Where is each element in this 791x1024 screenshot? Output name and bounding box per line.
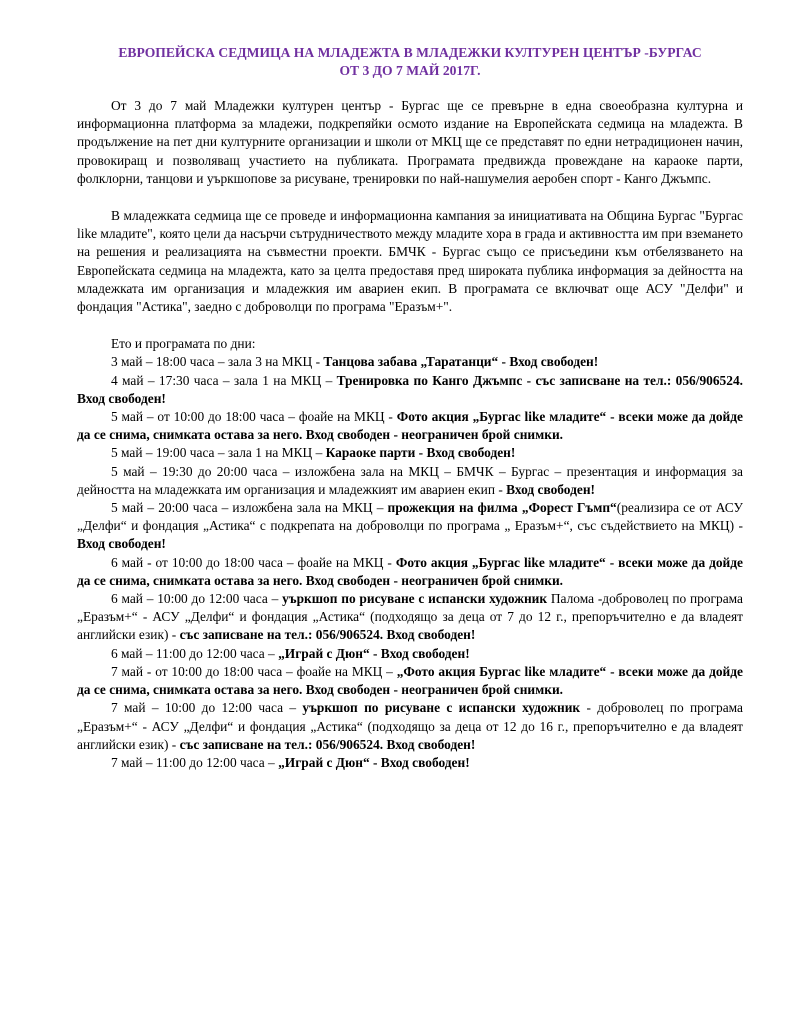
entry-highlight: Фото акция „Бургас like младите“ - всеки може да дойде да се снима, снимката остава за него. Вход свободен - неограничен брой снимки. bbox=[77, 409, 743, 443]
entry-note: Вход свободен! bbox=[77, 536, 166, 552]
entry-highlight: Караоке парти - Вход свободен! bbox=[325, 445, 516, 461]
schedule-entry bbox=[77, 699, 743, 754]
schedule-entry bbox=[77, 463, 743, 499]
entry-highlight: Танцова забава „Таратанци“ - Вход свободен! bbox=[323, 354, 599, 370]
schedule-entry bbox=[77, 444, 743, 462]
entry-text: 3 май – 18:00 часа – зала 3 на МКЦ - bbox=[111, 354, 324, 370]
entry-highlight: „Фото акция Бургас like младите“ - всеки може да дойде да се снима, снимката остава за него. Вход свободен - неограничен брой снимки. bbox=[77, 663, 743, 698]
document-page bbox=[77, 44, 743, 772]
entry-details: (реализира се от АСУ „Делфи“ и фондация „Астика“ с подкрепата на доброволци по програма „ Еразъм+“, със съдействието на МКЦ) - bbox=[77, 500, 743, 534]
entry-text: 7 май – 10:00 до 12:00 часа – bbox=[111, 700, 303, 716]
entry-text: 5 май – 20:00 часа – изложбена зала на МКЦ – bbox=[111, 500, 388, 516]
entry-highlight: Вход свободен! bbox=[506, 481, 596, 497]
entry-text: 6 май – 11:00 до 12:00 часа – bbox=[111, 645, 279, 661]
schedule-entry bbox=[77, 554, 743, 590]
schedule-entries bbox=[77, 353, 743, 772]
entry-highlight: уъркшоп по рисуване с испански художник bbox=[302, 700, 581, 716]
schedule-entry bbox=[77, 353, 743, 371]
entry-details: - доброволец по програма „Еразъм+“ - АСУ „Делфи“ и фондация „Астика“ (подходящо за деца от 12 до 16 г., препоръчително е да владеят английски език) - bbox=[77, 700, 743, 752]
entry-text: 7 май – 11:00 до 12:00 часа – bbox=[111, 754, 279, 770]
campaign-paragraph: В младежката седмица ще се проведе и информационна кампания за инициативата на Община Бургас "Бургас like младите", която цели да насърчи сътрудничеството между младите хора в града и активността им при вземането на решения и реализацията на съвместни проекти. БМЧК - Бургас също се присъедини към отбелязването на Европейската седмица на младежта, като за целта предоставя пред широката публика информация за дейността на младежката им организация и младежкия им авариен екип. В програмата се включват още АСУ "Делфи" и фондация "Астика", заедно с доброволци по програма "Еразъм+". bbox=[77, 208, 743, 315]
entry-highlight: прожекция на филма „Форест Гъмп“ bbox=[387, 500, 617, 516]
schedule-entry bbox=[77, 499, 743, 554]
document-title bbox=[77, 44, 743, 80]
entry-highlight: Фото акция „Бургас like младите“ - всеки може да дойде да се снима, снимката остава за него. Вход свободен - неограничен брой снимки. bbox=[77, 554, 743, 588]
entry-highlight: уъркшоп по рисуване с испански художник bbox=[282, 591, 548, 607]
entry-text: 6 май – 10:00 до 12:00 часа – bbox=[111, 591, 283, 607]
schedule-intro: Ето и програмата по дни: bbox=[111, 336, 256, 352]
entry-text: 5 май – 19:00 часа – зала 1 на МКЦ – bbox=[111, 445, 326, 461]
schedule-entry bbox=[77, 590, 743, 645]
entry-highlight: „Играй с Дюн“ - Вход свободен! bbox=[278, 645, 470, 661]
schedule-entry bbox=[77, 754, 743, 772]
entry-text: 5 май – 19:30 до 20:00 часа – изложбена зала на МКЦ – БМЧК – Бургас – презентация и информация за дейността на младежката им организация и младежкият им авариен екип - bbox=[77, 463, 743, 497]
entry-highlight: Тренировка по Канго Джъмпс - със записване на тел.: 056/906524. Вход свободен! bbox=[77, 372, 743, 406]
entry-text: 6 май - от 10:00 до 18:00 часа – фоайе на МКЦ - bbox=[111, 554, 396, 570]
schedule-entry bbox=[77, 372, 743, 408]
schedule-entry bbox=[77, 663, 743, 699]
entry-text: 4 май – 17:30 часа – зала 1 на МКЦ – bbox=[111, 372, 337, 388]
schedule bbox=[77, 335, 743, 772]
title-line-2: ОТ 3 ДО 7 МАЙ 2017Г. bbox=[339, 63, 481, 78]
entry-note: със записване на тел.: 056/906524. Вход свободен! bbox=[179, 736, 476, 752]
entry-text: 5 май – от 10:00 до 18:00 часа – фоайе на МКЦ - bbox=[111, 409, 397, 425]
entry-highlight: „Играй с Дюн“ - Вход свободен! bbox=[278, 754, 470, 770]
schedule-entry bbox=[77, 645, 743, 663]
entry-text: 7 май - от 10:00 до 18:00 часа – фоайе на МКЦ – bbox=[111, 663, 397, 679]
entry-details: Палома -доброволец по програма „Еразъм+“ - АСУ „Делфи“ и фондация „Астика“ (подходящо за деца от 7 до 12 г., препоръчително е да владеят английски език) - bbox=[77, 591, 743, 643]
title-line-1: ЕВРОПЕЙСКА СЕДМИЦА НА МЛАДЕЖТА В МЛАДЕЖКИ КУЛТУРЕН ЦЕНТЪР -БУРГАС bbox=[118, 45, 702, 60]
schedule-entry bbox=[77, 408, 743, 444]
intro-paragraph: От 3 до 7 май Младежки културен център - Бургас ще се превърне в една своеобразна културна и информационна платформа за младежи, подкрепяйки осмото издание на Европейската седмица на младежта. В продължение на пет дни културните организации и школи от МКЦ ще се представят по едни нетрадиционен начин, провокиращ и позволяващ участието на публиката. Програмата предвижда провеждане на караоке парти, фолклорни, танцови и уъркшопове за рисуване, тренировки по най-нашумелия аеробен спорт - Канго Джъмпс. bbox=[77, 98, 743, 186]
entry-note: със записване на тел.: 056/906524. Вход свободен! bbox=[179, 627, 476, 643]
